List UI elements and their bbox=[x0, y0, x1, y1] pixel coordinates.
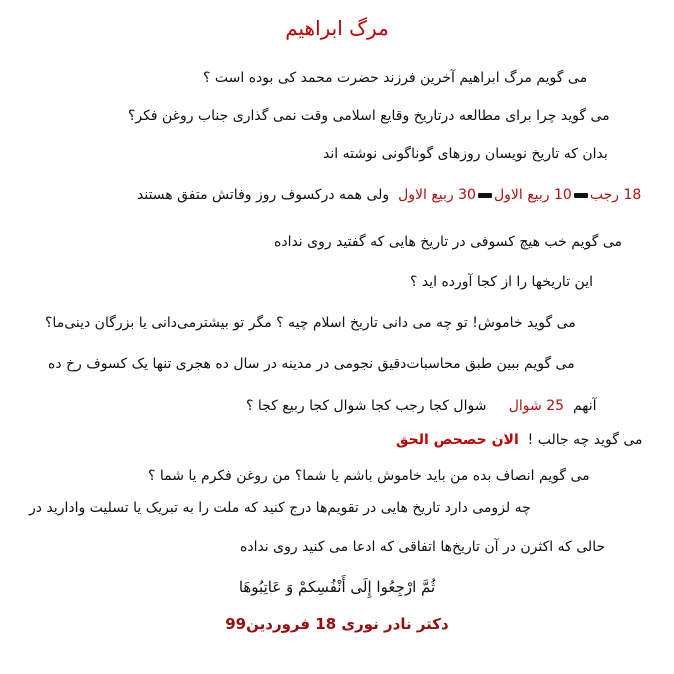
date-rabi-10: 10 ربیع الاول bbox=[493, 187, 572, 203]
date-rabi-30: 30 ربیع الاول bbox=[398, 187, 476, 203]
date-rajab: 18 رجب bbox=[589, 187, 642, 203]
text-line-11: می گویم انصاف بده من باید خاموش باشم یا شما؟ من روغن فکرم یا شما ؟ bbox=[148, 468, 590, 484]
text-line-12: چه لزومی دارد تاریخ هایی در تقویم‌ها درج کنید که ملت را به تبریک یا تسلیت وادارید در bbox=[29, 500, 531, 516]
date-shawwal: 25 شوال bbox=[508, 398, 565, 414]
quran-verse: ثُمَّ ارْجِعُوا إِلَی أَنْفُسِکمْ وَ عَاتِبُوهَا bbox=[238, 578, 436, 596]
exclaim-line bbox=[396, 430, 643, 450]
text-line-3: بدان که تاریخ نویسان روزهای گوناگونی نوشته اند bbox=[323, 146, 608, 162]
text-line-6: این تاریخها را از کجا آورده اید ؟ bbox=[410, 274, 593, 290]
exclaim-lead: می گوید چه جالب ! bbox=[527, 432, 643, 448]
shawwal-tail: شوال کجا رجب کجا شوال کجا ربیع کجا ؟ bbox=[246, 398, 487, 414]
text-line-7: می گوید خاموش! تو چه می دانی تاریخ اسلام چیه ؟ مگر تو بیشترمی‌دانی یا بزرگان دینی‌ما؟ bbox=[45, 315, 576, 331]
shawwal-lead: آنهم bbox=[572, 398, 597, 414]
text-line-13: حالی که اکثرن در آن تاریخ‌ها اتفاقی که ادعا می کنید روی نداده bbox=[240, 539, 606, 555]
text-line-8: می گویم ببین طبق محاسبات‌دقیق نجومی در مدینه در سال ده هجری تنها یک کسوف رخ ده bbox=[48, 356, 575, 372]
text-line-5: می گویم خب هیچ کسوفی در تاریخ هایی که گفتید روی نداده bbox=[274, 234, 622, 250]
dash-separator bbox=[574, 193, 588, 198]
dash-separator bbox=[478, 193, 492, 198]
dates-line bbox=[137, 185, 641, 205]
exclaim-red: الان حصحص الحق bbox=[396, 432, 519, 448]
signature: دکتر نادر نوری 18 فروردین99 bbox=[225, 615, 449, 633]
dates-line-tail: ولی همه درکسوف روز وفاتش متفق هستند bbox=[137, 187, 390, 203]
shawwal-line bbox=[246, 396, 597, 416]
text-line-2: می گوید چرا برای مطالعه درتاریخ وقایع اسلامی وقت نمی گذاری جناب روغن فکر؟ bbox=[128, 108, 610, 124]
page-title: مرگ ابراهیم bbox=[285, 16, 389, 40]
text-line-1: می گویم مرگ ابراهیم آخرین فرزند حضرت محمد کی بوده است ؟ bbox=[203, 70, 588, 86]
